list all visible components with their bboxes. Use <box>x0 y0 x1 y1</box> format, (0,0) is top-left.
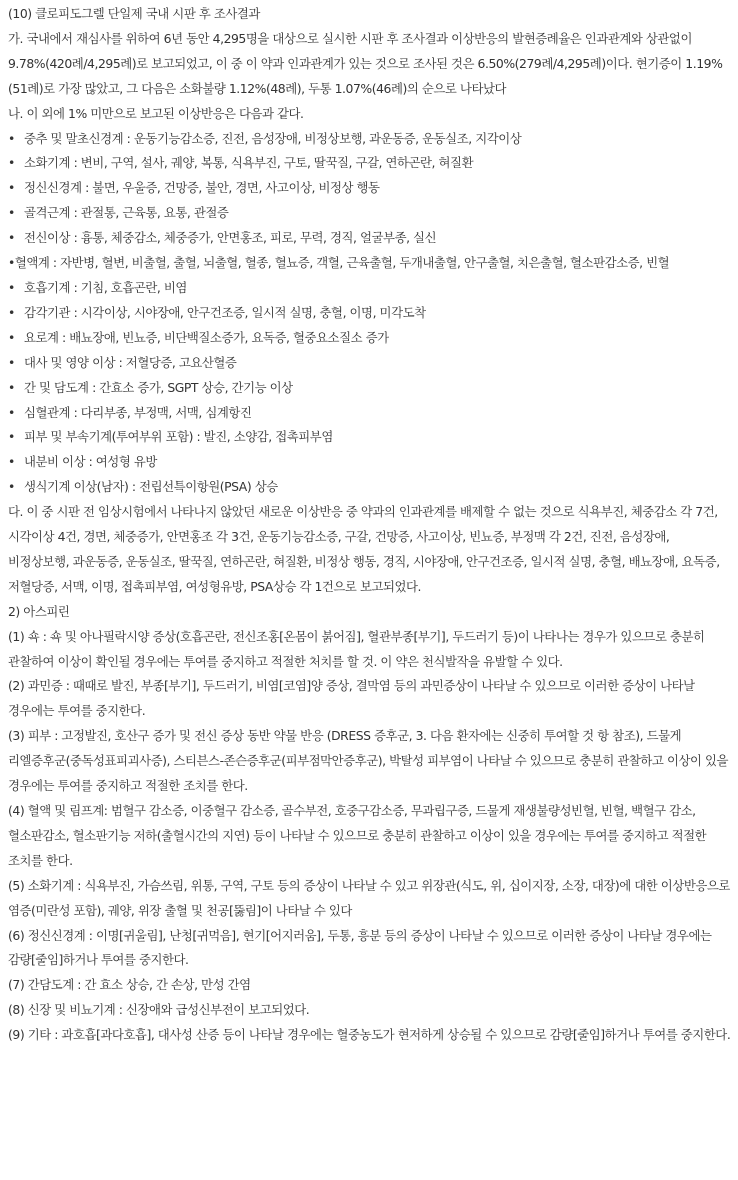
aspirin-item: (9) 기타 : 과호흡[과다호흡], 대사성 산증 등이 나타날 경우에는 혈중농도가 현저하게 상승될 수 있으므로 감량[줄임]하거나 투여를 중지한다. <box>8 1027 731 1043</box>
bullet-text: 정신신경계 : 불면, 우울증, 건망증, 불안, 경면, 사고이상, 비정상 행동 <box>24 180 380 196</box>
bullet-text: 심혈관계 : 다리부종, 부정맥, 서맥, 심계항진 <box>24 404 252 420</box>
aspirin-item: (7) 간담도계 : 간 효소 상승, 간 손상, 만성 간염 <box>8 977 251 993</box>
adverse-reaction-bullet <box>8 301 732 326</box>
adverse-reaction-bullet <box>8 450 732 475</box>
bullet-marker: • <box>8 454 15 470</box>
bullet-marker: • <box>8 180 15 196</box>
bullet-text: 골격근계 : 관절통, 근육통, 요통, 관절증 <box>24 205 229 221</box>
paragraph-ga: 가. 국내에서 재심사를 위하여 6년 동안 4,295명을 대상으로 실시한 시판 후 조사결과 이상반응의 발현증례율은 인과관계와 상관없이 9.78%(420례/4,295례)로 보고되었고, 이 중 이 약과 인과관계가 있는 것으로 조사된 것은 6.50%(279례/4,295례)이다. 현기증이 1.19%(51례)로 가장 많았고, 그 다음은 소화불량 1.12%(48례), 두통 1.07%(46례)의 순으로 나타났다 <box>8 30 723 96</box>
bullet-text: 전신이상 : 흉통, 체중감소, 체중증가, 안면홍조, 피로, 무력, 경직, 얼굴부종, 실신 <box>24 230 437 246</box>
aspirin-item: (8) 신장 및 비뇨기계 : 신장애와 급성신부전이 보고되었다. <box>8 1002 310 1018</box>
aspirin-item: (3) 피부 : 고정발진, 호산구 증가 및 전신 증상 동반 약물 반응 (DRESS 증후군, 3. 다음 환자에는 신중히 투여할 것 항 참조), 드물게 리엘증후군(중독성표피괴사증), 스티븐스-존슨증후군(피부점막안증후군), 박탈성 피부염이 나타날 수 있으므로 충분히 관찰하고 이상이 있을 경우에는 투여를 중지하고 적절한 조치를 한다. <box>8 728 729 794</box>
bullet-text: 내분비 이상 : 여성형 유방 <box>24 454 157 470</box>
bullet-text: 중추 및 말초신경계 : 운동기능감소증, 진전, 음성장애, 비정상보행, 과운동증, 운동실조, 지각이상 <box>24 130 522 146</box>
paragraph-na: 나. 이 외에 1% 미만으로 보고된 이상반응은 다음과 같다. <box>8 105 304 121</box>
bullet-text: 혈액계 : 자반병, 혈변, 비출혈, 출혈, 뇌출혈, 혈종, 혈뇨증, 객혈, 근육출혈, 두개내출혈, 안구출혈, 치은출혈, 혈소판감소증, 빈혈 <box>14 255 670 271</box>
adverse-reaction-bullet <box>8 425 732 450</box>
adverse-reaction-bullet <box>8 201 732 226</box>
bullet-text: 소화기계 : 변비, 구역, 설사, 궤양, 복통, 식욕부진, 구토, 딸꾹질, 구갈, 연하곤란, 혀질환 <box>24 155 474 171</box>
bullet-marker: • <box>8 230 15 246</box>
bullet-text: 호흡기계 : 기침, 호흡곤란, 비염 <box>24 279 187 295</box>
bullet-text: 피부 및 부속기계(투여부위 포함) : 발진, 소양감, 접촉피부염 <box>24 429 333 445</box>
bullet-marker: • <box>8 404 15 420</box>
bullet-marker: • <box>8 479 15 495</box>
bullet-marker: • <box>8 130 15 146</box>
aspirin-item: (5) 소화기계 : 식욕부진, 가슴쓰림, 위통, 구역, 구토 등의 증상이 나타날 수 있고 위장관(식도, 위, 십이지장, 소장, 대장)에 대한 이상반응으로 염증(미란성 포함), 궤양, 위장 출혈 및 천공[뚫림]이 나타날 수 있다 <box>8 877 730 918</box>
adverse-reaction-bullet <box>8 376 732 401</box>
bullet-text: 생식기계 이상(남자) : 전립선특이항원(PSA) 상승 <box>24 479 278 495</box>
adverse-reaction-bullet <box>8 151 732 176</box>
aspirin-item: (6) 정신신경계 : 이명[귀울림], 난청[귀먹음], 현기[어지러움], 두통, 흥분 등의 증상이 나타날 수 있으므로 이러한 증상이 나타날 경우에는 감량[줄임]하거나 투여를 중지한다. <box>8 927 712 968</box>
bullet-marker: • <box>8 329 15 345</box>
bullet-text: 요로계 : 배뇨장애, 빈뇨증, 비단백질소증가, 요독증, 혈중요소질소 증가 <box>24 329 389 345</box>
adverse-reaction-bullet <box>8 251 732 276</box>
bullet-text: 감각기관 : 시각이상, 시야장애, 안구건조증, 일시적 실명, 충혈, 이명, 미각도착 <box>24 304 426 320</box>
bullet-text: 대사 및 영양 이상 : 저혈당증, 고요산혈증 <box>24 354 237 370</box>
adverse-reaction-bullet <box>8 475 732 500</box>
aspirin-item: (1) 쇽 : 쇽 및 아나필락시양 증상(호흡곤란, 전신조홍[온몸이 붉어짐], 혈관부종[부기], 두드러기 등)이 나타나는 경우가 있으므로 충분히 관찰하여 이상이 확인될 경우에는 투여를 중지하고 적절한 처치를 할 것. 이 약은 천식발작을 유발할 수 있다. <box>8 628 705 669</box>
section-title-aspirin: 2) 아스피린 <box>8 603 70 619</box>
adverse-reaction-bullet <box>8 176 732 201</box>
aspirin-item: (4) 혈액 및 림프계: 범혈구 감소증, 이중혈구 감소증, 골수부전, 호중구감소증, 무과립구증, 드물게 재생불량성빈혈, 빈혈, 백혈구 감소, 혈소판감소, 혈소판기능 저하(출혈시간의 지연) 등이 나타날 수 있으므로 충분히 관찰하고 이상이 있을 경우에는 투여를 중지하고 적절한 조치를 한다. <box>8 803 707 868</box>
bullet-marker: • <box>8 255 15 271</box>
adverse-reaction-bullet <box>8 351 732 376</box>
bullet-marker: • <box>8 429 15 445</box>
adverse-reaction-bullet <box>8 401 732 426</box>
section-title-clopidogrel: (10) 클로피도그렐 단일제 국내 시판 후 조사결과 <box>8 6 260 21</box>
adverse-reaction-bullet <box>8 276 732 301</box>
aspirin-item: (2) 과민증 : 때때로 발진, 부종[부기], 두드러기, 비염[코염]양 증상, 결막염 등의 과민증상이 나타날 수 있으므로 이러한 증상이 나타날 경우에는 투여를 중지한다. <box>8 678 695 719</box>
adverse-reaction-bullet <box>8 326 732 351</box>
bullet-marker: • <box>8 304 15 320</box>
bullet-marker: • <box>8 205 15 221</box>
adverse-reaction-bullet <box>8 226 732 251</box>
bullet-marker: • <box>8 354 15 370</box>
bullet-marker: • <box>8 155 15 171</box>
bullet-marker: • <box>8 379 15 395</box>
adverse-reaction-bullet <box>8 127 732 152</box>
bullet-marker: • <box>8 279 15 295</box>
paragraph-da: 다. 이 중 시판 전 임상시험에서 나타나지 않았던 새로운 이상반응 중 약과의 인과관계를 배제할 수 없는 것으로 식욕부진, 체중감소 각 7건, 시각이상 4건, 경면, 체중증가, 안면홍조 각 3건, 운동기능감소증, 구갈, 건망증, 사고이상, 빈뇨증, 부정맥 각 2건, 진전, 음성장애, 비정상보행, 과운동증, 운동실조, 딸꾹질, 연하곤란, 혀질환, 비정상 행동, 경직, 시야장애, 안구건조증, 일시적 실명, 충혈, 배뇨장애, 요독증, 저혈당증, 서맥, 이명, 접촉피부염, 여성형유방, PSA상승 각 1건으로 보고되었다. <box>8 504 720 594</box>
bullet-text: 간 및 담도계 : 간효소 증가, SGPT 상승, 간기능 이상 <box>24 379 293 395</box>
